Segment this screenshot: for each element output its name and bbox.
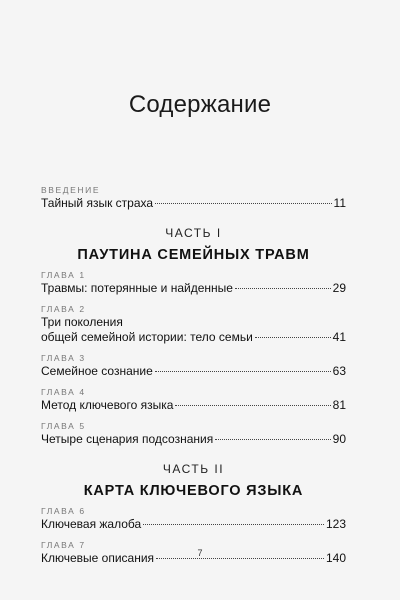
toc-entry[interactable] [41,517,346,532]
entry-page: 123 [325,517,346,531]
entry-title: Ключевая жалоба [41,517,142,531]
table-of-contents [41,179,346,574]
toc-entry[interactable] [41,398,346,413]
part-title: ПАУТИНА СЕМЕЙНЫХ ТРАВМ [77,247,310,263]
toc-chapter [41,387,346,413]
dot-leader [143,524,324,525]
dot-leader [155,203,331,204]
section-label: ВВЕДЕНИЕ [41,185,101,195]
entry-title: Семейное сознание [41,364,153,378]
entry-page: 11 [333,196,346,210]
toc-entry[interactable] [41,432,346,447]
entry-title: Ключевые описания [41,551,155,565]
dot-leader [175,405,330,406]
chapter-label: ГЛАВА 3 [41,353,86,363]
entry-title: общей семейной истории: тело семьи [41,330,253,344]
chapter-label: ГЛАВА 5 [41,421,86,431]
entry-title: Тайный язык страха [41,196,154,210]
toc-chapter [41,304,346,345]
entry-page: 41 [332,330,346,344]
entry-title: Травмы: потерянные и найденные [41,281,233,295]
dot-leader [215,439,330,440]
toc-entry[interactable] [41,364,346,379]
toc-entry[interactable] [41,196,346,211]
chapter-label: ГЛАВА 2 [41,304,86,314]
part-label: ЧАСТЬ II [162,462,225,476]
entry-page: 29 [332,281,346,295]
page-title: Содержание [128,91,272,118]
entry-title: Четыре сценария подсознания [41,432,214,446]
dot-leader [235,288,331,289]
entry-page: 81 [332,398,346,412]
dot-leader [255,337,331,338]
toc-chapter [41,421,346,447]
toc-entry[interactable] [41,330,346,345]
chapter-label: ГЛАВА 1 [41,270,86,280]
toc-chapter [41,353,346,379]
dot-leader [155,371,331,372]
toc-intro [41,185,346,211]
chapter-label: ГЛАВА 6 [41,506,86,516]
entry-title: Метод ключевого языка [41,398,174,412]
entry-page: 140 [325,551,346,565]
entry-page: 63 [332,364,346,378]
entry-title-line1[interactable]: Три поколения [41,315,123,329]
part-label: ЧАСТЬ I [165,226,222,240]
toc-chapter [41,506,346,532]
chapter-label: ГЛАВА 7 [41,540,86,550]
toc-chapter [41,270,346,296]
page-number: 7 [197,548,203,558]
toc-entry[interactable] [41,281,346,296]
dot-leader [156,558,324,559]
part-title: КАРТА КЛЮЧЕВОГО ЯЗЫКА [83,483,304,499]
chapter-label: ГЛАВА 4 [41,387,86,397]
entry-page: 90 [332,432,346,446]
